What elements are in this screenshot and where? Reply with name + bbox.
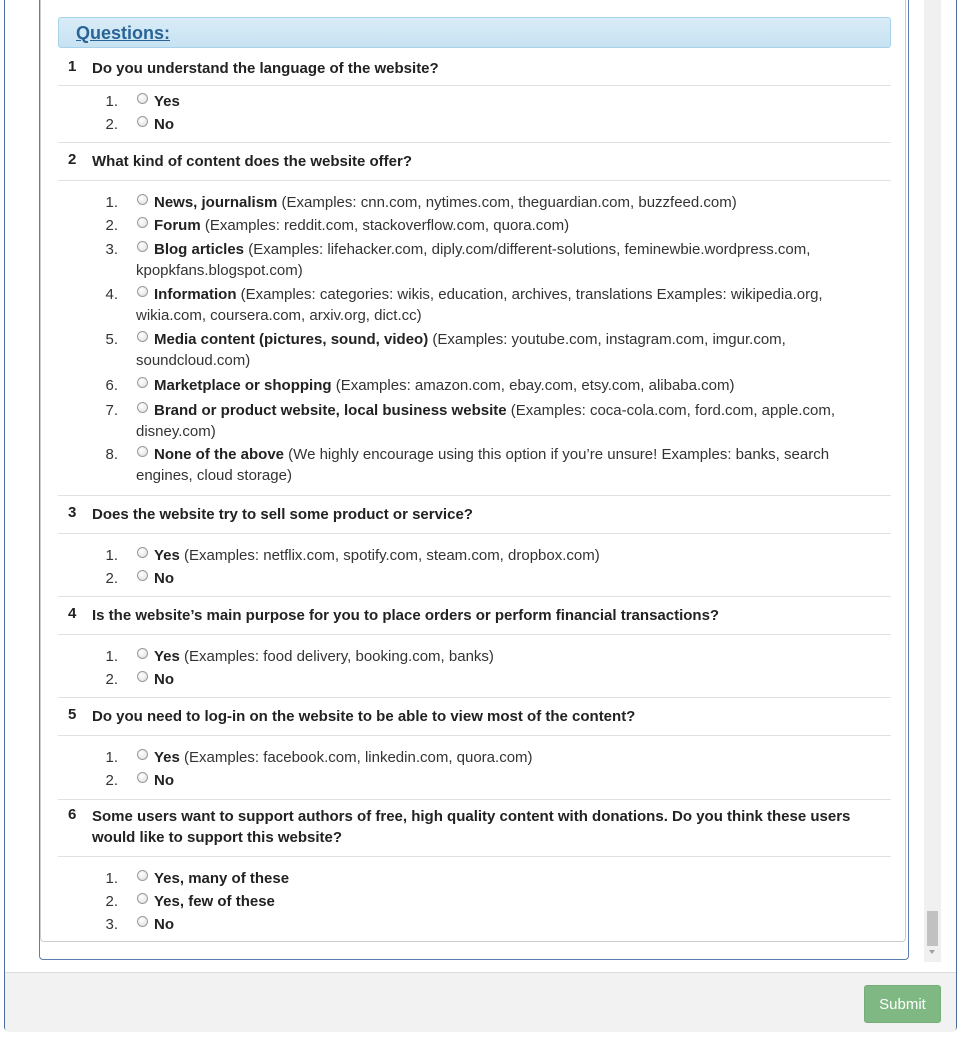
vertical-scrollbar[interactable] [924, 0, 941, 962]
question-title: 1 Do you understand the language of the website? [58, 56, 891, 86]
questions-header [58, 17, 891, 48]
question-2 [58, 143, 891, 496]
question-title: 2 What kind of content does the website offer? [58, 143, 891, 181]
question-6 [58, 800, 891, 942]
question-options: 1. Yes (Examples: netflix.com, spotify.com, steam.com, dropbox.com) 2. No [58, 534, 891, 597]
dialog-footer [5, 972, 956, 1032]
scroll-down-arrow-icon[interactable] [929, 950, 935, 954]
question-options: 1. Yes (Examples: facebook.com, linkedin.com, quora.com) 2. No [58, 736, 891, 800]
question-1 [58, 56, 891, 143]
question-title: 3 Does the website try to sell some product or service? [58, 496, 891, 534]
question-options: 1. News, journalism (Examples: cnn.com, nytimes.com, theguardian.com, buzzfeed.com) 2. Forum (Examples: reddit.com, stackoverflow.com, quora.com) 3. Blog articles (Examples: lifehacker.com, diply.com/different-solutions, feminewbie.wordpress.com, kpopkfans.blogspot.com) 4. Information (Examples: categories: wikis, education, archives, translations Examples: wikipedia.org, wikia.com, coursera.com, arxiv.org, dict.cc) 5. Media content (pictures, sound, video) (Examples: youtube.com, instagram.com, imgur.com, soundcloud.com) 6. Marketplace or shopping (Examples: amazon.com, ebay.com, etsy.com, alibaba.com) 7. Brand or product website, local business website (Examples: coca-cola.com, ford.com, apple.com, disney.com) 8. None of the above (We highly encourage using this option if you’re unsure! Examples: banks, search engines, cloud storage) [58, 181, 891, 496]
scrollbar-thumb[interactable] [927, 911, 938, 946]
questions-scroll-area[interactable] [39, 0, 909, 960]
submit-button[interactable]: Submit [864, 985, 941, 1023]
questions-header-title: Questions: [76, 23, 171, 43]
question-options: 1. Yes 2. No [58, 86, 891, 143]
question-4 [58, 597, 891, 698]
question-title: 4 Is the website’s main purpose for you to place orders or perform financial transactions? [58, 597, 891, 635]
question-options: 1. Yes (Examples: food delivery, booking.com, banks) 2. No [58, 635, 891, 698]
question-3 [58, 496, 891, 597]
question-5 [58, 698, 891, 800]
questions-panel [40, 0, 906, 942]
question-title: 5 Do you need to log-in on the website to be able to view most of the content? [58, 698, 891, 736]
question-options: 1. Yes, many of these 2. Yes, few of these 3. No [105, 870, 290, 933]
question-title: 6 Some users want to support authors of free, high quality content with donations. Do you think these users would like to support this website? [58, 800, 891, 857]
